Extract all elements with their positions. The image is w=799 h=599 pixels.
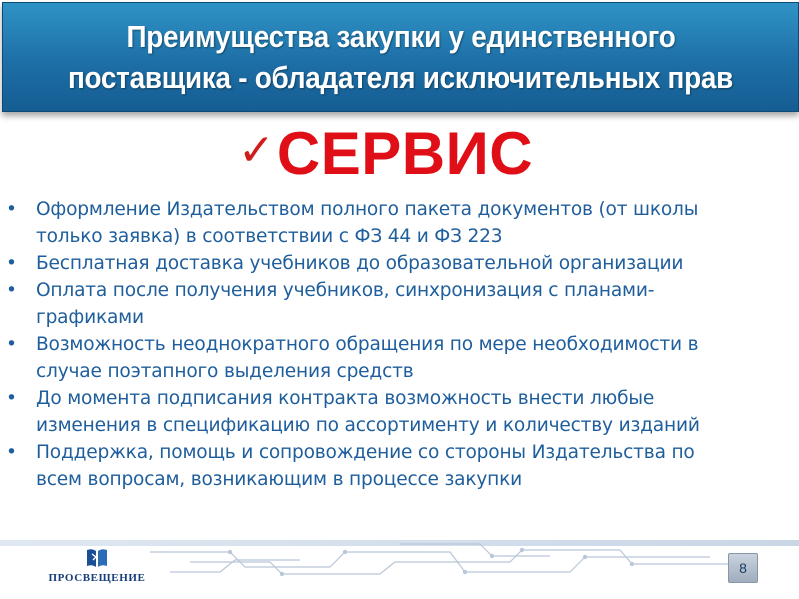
- list-item-line: Возможность неоднократного обращения по мере необходимости в: [36, 334, 699, 355]
- list-item-line: Оплата после получения учебников, синхронизация с планами-: [36, 280, 655, 301]
- circuit-decoration-icon: [150, 532, 750, 582]
- list-item-line: только заявка) в соответствии с ФЗ 44 и ФЗ 223: [36, 226, 503, 247]
- list-item: [0, 277, 790, 331]
- bullet-icon: •: [6, 442, 17, 463]
- list-item: [0, 331, 790, 385]
- title-banner: [2, 2, 799, 112]
- book-logo-icon: [84, 546, 110, 570]
- list-item-line: графиками: [36, 307, 144, 328]
- list-item: [0, 250, 790, 277]
- bullet-icon: •: [6, 199, 17, 220]
- list-item: [0, 196, 790, 250]
- list-item-line: До момента подписания контракта возможность внести любые: [36, 388, 655, 409]
- slide-title-line-1: Преимущества закупки у единственного: [126, 19, 675, 54]
- bullet-icon: •: [6, 253, 17, 274]
- list-item-line: изменения в спецификацию по ассортименту и количеству изданий: [36, 415, 700, 436]
- service-heading: [238, 116, 533, 192]
- list-item: [0, 385, 790, 439]
- list-item-line: Бесплатная доставка учебников до образовательной организации: [36, 253, 684, 274]
- list-item-line: случае поэтапного выделения средств: [36, 361, 414, 382]
- publisher-logo: [42, 546, 152, 594]
- list-item-line: всем вопросам, возникающим в процессе закупки: [36, 469, 523, 490]
- slide-title-line-2: поставщика - обладателя исключительных прав: [67, 60, 734, 95]
- advantages-list: [0, 196, 790, 493]
- bullet-icon: •: [6, 388, 17, 409]
- checkmark-icon: ✓: [238, 125, 275, 176]
- publisher-logo-text: ПРОСВЕЩЕНИЕ: [48, 572, 146, 584]
- page-number: 8: [728, 553, 758, 583]
- list-item-line: Поддержка, помощь и сопровождение со стороны Издательства по: [36, 442, 695, 463]
- bullet-icon: •: [6, 280, 17, 301]
- bullet-icon: •: [6, 334, 17, 355]
- service-word: СЕРВИС: [276, 120, 534, 187]
- list-item-line: Оформление Издательством полного пакета документов (от школы: [36, 199, 699, 220]
- list-item: [0, 439, 790, 493]
